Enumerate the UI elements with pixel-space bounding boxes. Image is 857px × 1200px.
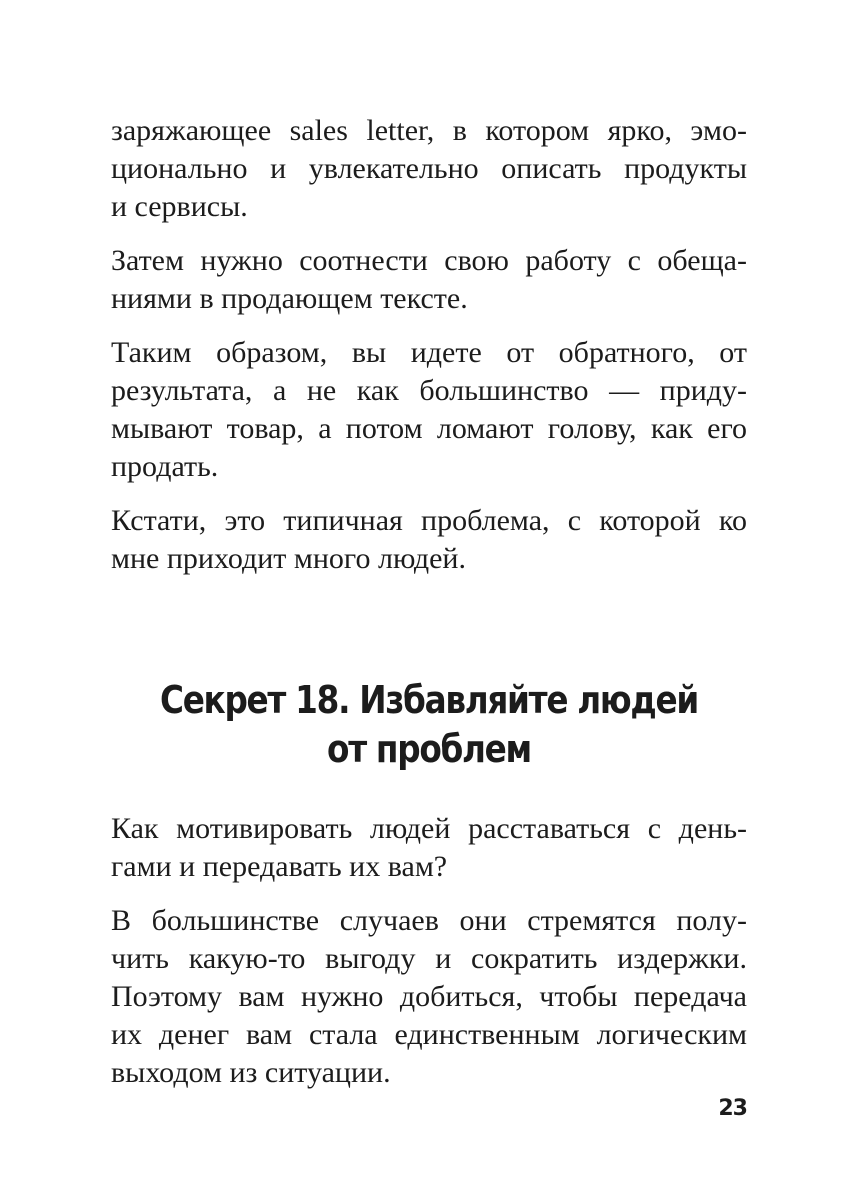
paragraph bbox=[111, 502, 747, 578]
text-line: Поэтому вам нужно добиться, чтобы передача bbox=[111, 980, 747, 1013]
paragraph bbox=[111, 810, 747, 886]
text-line: чить какую-то выгоду и сократить издержки. bbox=[111, 942, 747, 975]
text-line: выходом из ситуации. bbox=[111, 1056, 391, 1089]
heading-line: от проблем bbox=[327, 727, 531, 771]
text-line: ниями в продающем тексте. bbox=[111, 282, 468, 315]
text-line: продать. bbox=[111, 450, 219, 483]
text-line: Таким образом, вы идете от обратного, от bbox=[111, 336, 747, 369]
text-line: их денег вам стала единственным логическим bbox=[111, 1018, 747, 1051]
page-number: 23 bbox=[718, 1096, 747, 1121]
text-line: гами и передавать их вам? bbox=[111, 850, 448, 883]
text-line: В большинстве случаев они стремятся полу- bbox=[111, 904, 747, 937]
text-line: ционально и увлекательно описать продукты bbox=[111, 152, 747, 185]
text-line: Как мотивировать людей расставаться с день- bbox=[111, 812, 747, 845]
page-body bbox=[111, 112, 747, 1108]
text-line: результата, а не как большинство — приду- bbox=[111, 374, 747, 407]
paragraph bbox=[111, 242, 747, 318]
paragraph bbox=[111, 334, 747, 486]
text-line: заряжающее sales letter, в котором ярко, эмо- bbox=[111, 114, 747, 147]
text-line: мне приходит много людей. bbox=[111, 542, 466, 575]
text-line: мывают товар, а потом ломают голову, как его bbox=[111, 412, 747, 445]
text-line: Кстати, это типичная проблема, с которой ко bbox=[111, 504, 747, 537]
paragraph bbox=[111, 112, 747, 226]
heading-line: Секрет 18. Избавляйте людей bbox=[159, 678, 698, 722]
paragraph bbox=[111, 902, 747, 1092]
section-heading bbox=[156, 676, 703, 774]
text-line: Затем нужно соотнести свою работу с обеща- bbox=[111, 244, 747, 277]
text-line: и сервисы. bbox=[111, 190, 248, 223]
